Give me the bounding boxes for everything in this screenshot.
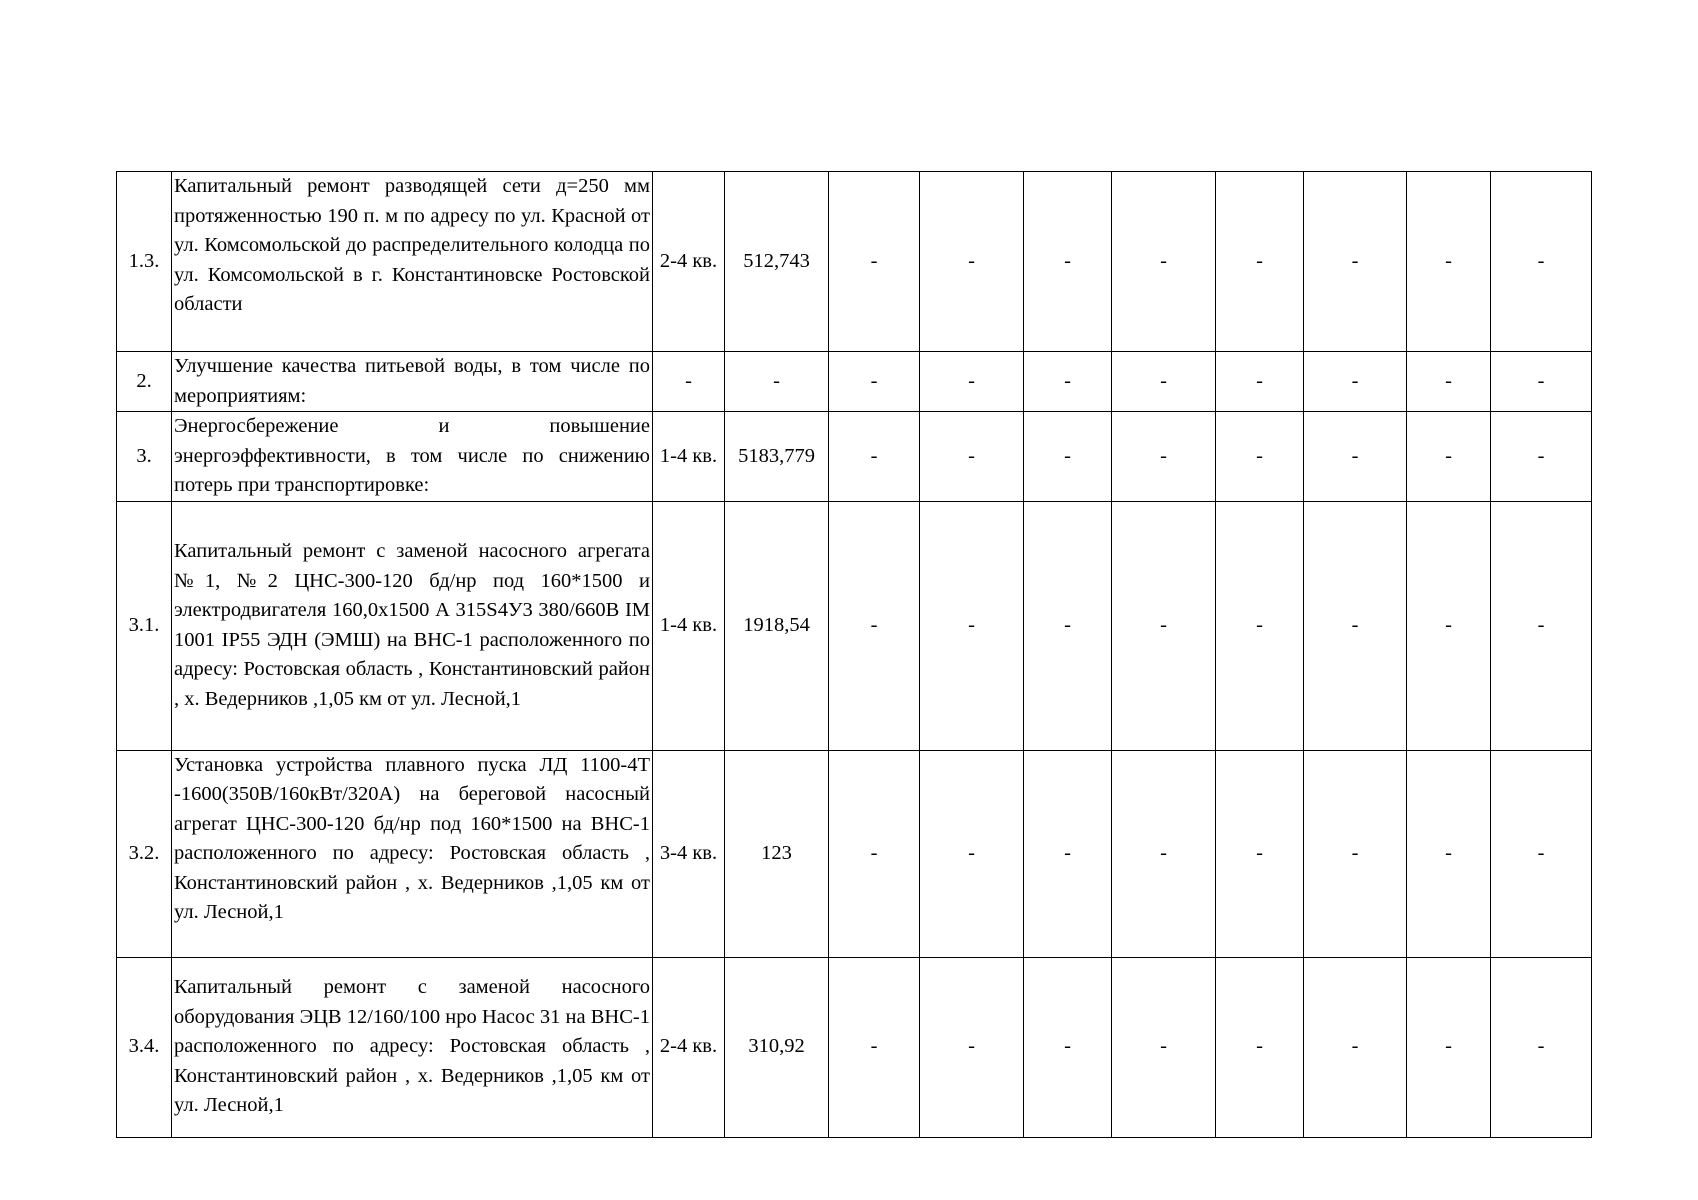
- value-cell: -: [1304, 352, 1407, 412]
- value-cell: -: [1024, 172, 1112, 352]
- value-cell: -: [1024, 352, 1112, 412]
- amount-cell: -: [725, 352, 829, 412]
- value-cell: -: [1491, 172, 1592, 352]
- row-number-cell: 2.: [117, 352, 172, 412]
- value-cell: -: [829, 352, 920, 412]
- value-cell: -: [1407, 352, 1491, 412]
- value-cell: -: [1407, 501, 1491, 750]
- table-row: [117, 352, 1592, 412]
- value-cell: -: [1024, 501, 1112, 750]
- value-cell: -: [829, 412, 920, 502]
- description-cell: Капитальный ремонт с заменой насосного оборудования ЭЦВ 12/160/100 нро Насос 31 на ВНС-1 расположенного по адресу: Ростовская область , Константиновский район , х. Ведерников ,1,05 км от ул. Лесной,1: [172, 957, 653, 1137]
- value-cell: -: [1216, 957, 1304, 1137]
- value-cell: -: [920, 750, 1024, 957]
- row-number-cell: 3.4.: [117, 957, 172, 1137]
- description-cell: Энергосбережение и повышение энергоэффективности, в том числе по снижению потерь при транспортировке:: [172, 412, 653, 502]
- value-cell: -: [1216, 172, 1304, 352]
- table-row: [117, 501, 1592, 750]
- row-number-cell: 1.3.: [117, 172, 172, 352]
- value-cell: -: [1216, 412, 1304, 502]
- value-cell: -: [1407, 412, 1491, 502]
- table-row: [117, 957, 1592, 1137]
- description-cell: Улучшение качества питьевой воды, в том числе по мероприятиям:: [172, 352, 653, 412]
- table-row: [117, 172, 1592, 352]
- value-cell: -: [1216, 352, 1304, 412]
- value-cell: -: [1407, 172, 1491, 352]
- row-number-cell: 3.2.: [117, 750, 172, 957]
- period-cell: 2-4 кв.: [653, 957, 725, 1137]
- value-cell: -: [1216, 501, 1304, 750]
- value-cell: -: [1304, 172, 1407, 352]
- value-cell: -: [1407, 957, 1491, 1137]
- measures-table: [116, 171, 1592, 1138]
- value-cell: -: [1112, 501, 1216, 750]
- table-row: [117, 750, 1592, 957]
- value-cell: -: [920, 501, 1024, 750]
- value-cell: -: [1304, 957, 1407, 1137]
- value-cell: -: [1112, 412, 1216, 502]
- table-body: [117, 172, 1592, 1138]
- amount-cell: 123: [725, 750, 829, 957]
- value-cell: -: [1024, 957, 1112, 1137]
- value-cell: -: [829, 501, 920, 750]
- period-cell: -: [653, 352, 725, 412]
- value-cell: -: [1024, 412, 1112, 502]
- value-cell: -: [829, 957, 920, 1137]
- value-cell: -: [829, 750, 920, 957]
- value-cell: -: [1304, 412, 1407, 502]
- period-cell: 3-4 кв.: [653, 750, 725, 957]
- row-number-cell: 3.: [117, 412, 172, 502]
- amount-cell: 5183,779: [725, 412, 829, 502]
- amount-cell: 1918,54: [725, 501, 829, 750]
- value-cell: -: [1491, 352, 1592, 412]
- amount-cell: 310,92: [725, 957, 829, 1137]
- value-cell: -: [1112, 352, 1216, 412]
- description-cell: Установка устройства плавного пуска ЛД 1100-4Т -1600(350В/160кВт/320А) на береговой насосный агрегат ЦНС-300-120 бд/нр под 160*1500 на ВНС-1 расположенного по адресу: Ростовская область , Константиновский район , х. Ведерников ,1,05 км от ул. Лесной,1: [172, 750, 653, 957]
- amount-cell: 512,743: [725, 172, 829, 352]
- value-cell: -: [1024, 750, 1112, 957]
- period-cell: 1-4 кв.: [653, 412, 725, 502]
- row-number-cell: 3.1.: [117, 501, 172, 750]
- period-cell: 2-4 кв.: [653, 172, 725, 352]
- value-cell: -: [1112, 750, 1216, 957]
- value-cell: -: [1491, 750, 1592, 957]
- value-cell: -: [1304, 501, 1407, 750]
- value-cell: -: [1491, 412, 1592, 502]
- description-cell: Капитальный ремонт разводящей сети д=250 мм протяженностью 190 п. м по адресу по ул. Красной от ул. Комсомольской до распределительного колодца по ул. Комсомольской в г. Константиновске Ростовской области: [172, 172, 653, 352]
- value-cell: -: [920, 412, 1024, 502]
- value-cell: -: [1304, 750, 1407, 957]
- value-cell: -: [829, 172, 920, 352]
- value-cell: -: [1491, 501, 1592, 750]
- value-cell: -: [920, 172, 1024, 352]
- value-cell: -: [1407, 750, 1491, 957]
- value-cell: -: [920, 352, 1024, 412]
- value-cell: -: [1112, 172, 1216, 352]
- value-cell: -: [1216, 750, 1304, 957]
- value-cell: -: [920, 957, 1024, 1137]
- period-cell: 1-4 кв.: [653, 501, 725, 750]
- table-row: [117, 412, 1592, 502]
- description-cell: Капитальный ремонт с заменой насосного агрегата №1, №2 ЦНС-300-120 бд/нр под 160*1500 и электродвигателя 160,0х1500 А 315S4У3 380/660В IM 1001 IP55 ЭДН (ЭМШ) на ВНС-1 расположенного по адресу: Ростовская область , Константиновский район , х. Ведерников ,1,05 км от ул. Лесной,1: [172, 501, 653, 750]
- value-cell: -: [1112, 957, 1216, 1137]
- value-cell: -: [1491, 957, 1592, 1137]
